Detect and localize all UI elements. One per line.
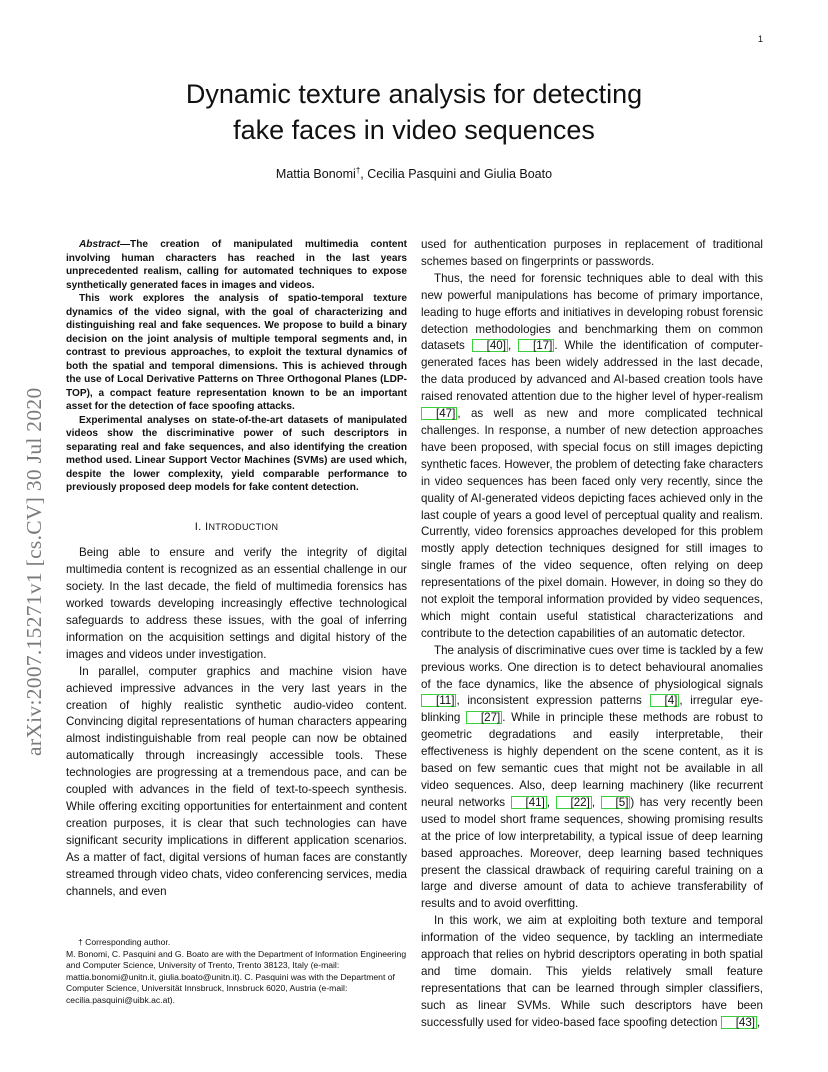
citation-41[interactable]: [41] [511,796,547,809]
right-paragraph-0: used for authentication purposes in replacement of traditional schemes based on fingerprints or passwords. [421,238,763,268]
citation-47[interactable]: [47] [421,407,457,420]
title-line-1: Dynamic texture analysis for detecting [185,79,643,109]
abstract-paragraph-2: This work explores the analysis of spatio-temporal texture dynamics of the video signal, with the goal of characterizing and distinguishing real and fake sequences. We propose to build a binary decision on the joint analysis of multiple temporal segments and, in contrast to previous approaches, to exploit the textural dynamics of both the spatial and temporal dimensions. This is achieved through the use of Local Derivative Patterns on Three Orthogonal Planes (LDP-TOP), a compact feature representation known to be an important asset for the detection of face spoofing attacks. [66,293,407,412]
citation-27[interactable]: [27] [466,711,502,724]
section-numeral: I. [194,520,206,533]
first-author: Mattia Bonomi [275,167,356,182]
other-authors: , Cecilia Pasquini and Giulia Boato [360,167,553,182]
abstract-paragraph-1 [66,238,407,292]
footnote-affiliations: M. Bonomi, C. Pasquini and G. Boato are with the Department of Information Engineering and Computer Science, University of Trento, Trento 38123, Italy (e-mail: mattia.bonomi@unitn.it, giulia.boato@unitn.it). C. Pasquini was with the Department of Computer Science, Universität Innsbruck, Innsbruck 6020, Austria (e-mail: cecilia.pasquini@uibk.ac.at). [66,948,407,1005]
abstract-text-1: —The creation of manipulated multimedia content involving human characters has reached in the last years unprecedented realism, calling for automated techniques to expose synthetically generated faces in images and videos. [66,239,407,291]
footnote-corresponding: † Corresponding author. [78,937,171,947]
citation-4[interactable]: [4] [650,694,680,707]
right-paragraph-2: The analysis of discriminative cues over time is tackled by a few previous works. One direction is to detect behavioural anomalies of the face dynamics, like the absence of physiological signals [11] , inconsistent expression patterns [4] , irregular eye-blinking [27] . While in principle these methods are robust to geometric degradations and easily interpretable, their effectiveness is highly dependent on the scene content, as it is based on few semantic cues that might not be available in all video sequences. Also, deep learning machinery (like recurrent neural networks [41] , [22] , [5] ) has very recently been used to model short frame sequences, showing promising results at the price of low interpretability, a typical issue of deep learning based approaches. Moreover, deep learning based techniques present the classical drawback of requiring careful training on a large and diverse amount of data to achieve transferability of results and to avoid overfitting. [421,643,764,911]
paper-title [0,76,828,148]
abstract-paragraph-3: Experimental analyses on state-of-the-art datasets of manipulated videos show the discriminative power of such descriptors in separating real and fake sequences, and also identifying the creation method used. Linear Support Vector Machines (SVMs) are used which, despite the lower complexity, yield comparable performance to previously proposed deep models for fake content detection. [66,414,407,493]
citation-22[interactable]: [22] [556,796,592,809]
intro-paragraph-2: In parallel, computer graphics and machine vision have achieved impressive advances in the very last years in the creation of highly realistic synthetic audio-video content. Convincing digital representations of human characters appearing almost indistinguishable from real people can now be obtained automatically through increasingly accessible tools. These technologies are progressing at a tremendous pace, and can be coupled with advances in the field of text-to-speech synthesis. While offering exciting opportunities for entertainment and content creation purposes, it is clear that such technologies can have significant security implications in different application scenarios. As a matter of fact, digital versions of human faces are constantly streamed through video chats, video conferencing services, media channels, and even [66,664,407,898]
citation-17[interactable]: [17] [518,339,554,352]
page-number: 1 [758,34,764,44]
citation-5[interactable]: [5] [601,796,631,809]
author-list [0,166,828,181]
citation-43[interactable]: [43] [721,1016,757,1029]
abstract-label: Abstract [79,239,120,250]
left-column [66,238,407,900]
footnote [66,937,407,1007]
right-paragraph-3: In this work, we aim at exploiting both texture and temporal information of the video sequence, by tackling an intermediate approach that relies on hybrid descriptors operating in both spatial and time domain. This yields relatively small feature representations that can be learned through simpler classifiers, such as linear SVMs. While such descriptors have been successfully used for video-based face spoofing detection [43] , [421,914,763,1029]
section-heading-introduction [66,519,407,536]
abstract [66,238,407,495]
section-first-letter: I [205,520,209,533]
arxiv-watermark: arXiv:2007.15271v1 [cs.CV] 30 Jul 2020 [22,387,46,756]
citation-40[interactable]: [40] [472,339,508,352]
title-line-2: fake faces in video sequences [233,115,595,145]
right-column [421,237,763,1032]
intro-paragraph-1: Being able to ensure and verify the integrity of digital multimedia content is recognized as an essential challenge in our society. In the last decade, the field of multimedia forensics has worked towards developing increasingly effective technological safeguards to address these issues, with the goal of inferring information on the acquisition settings and digital history of the images and videos under investigation. [66,546,407,661]
right-paragraph-1: Thus, the need for forensic techniques able to deal with this new powerful manipulations has become of primary importance, leading to huge efforts and initiatives in developing robust forensic detection methodologies and benchmarking them on common datasets [40] , [17] . While the identification of computer-generated faces has been widely addressed in the last decade, the data produced by advanced and AI-based creation tools have raised renovated attention due to the higher level of hyper-realism [47] , as well as new and more complicated technical challenges. In response, a number of new detection approaches have been proposed, with special focus on still images depicting synthetic faces. However, the problem of detecting fake characters in video sequences has been faced only very recently, since the quality of AI-generated videos depicting faces achieved only in the last couple of years a good level of perceptual quality and realism. Currently, video forensics approaches developed for this problem mostly apply detection techniques designed for still images to single frames of the video sequence, often relying on deep representations of the pixel domain. However, in doing so they do not exploit the temporal information provided by video sequences, which might contain useful statistical characterizations and contribute to the detection capabilities of an automatic detector. [421,271,763,640]
citation-11[interactable]: [11] [421,694,456,707]
section-title-rest: NTRODUCTION [208,521,279,532]
dagger-mark: † [355,166,361,175]
